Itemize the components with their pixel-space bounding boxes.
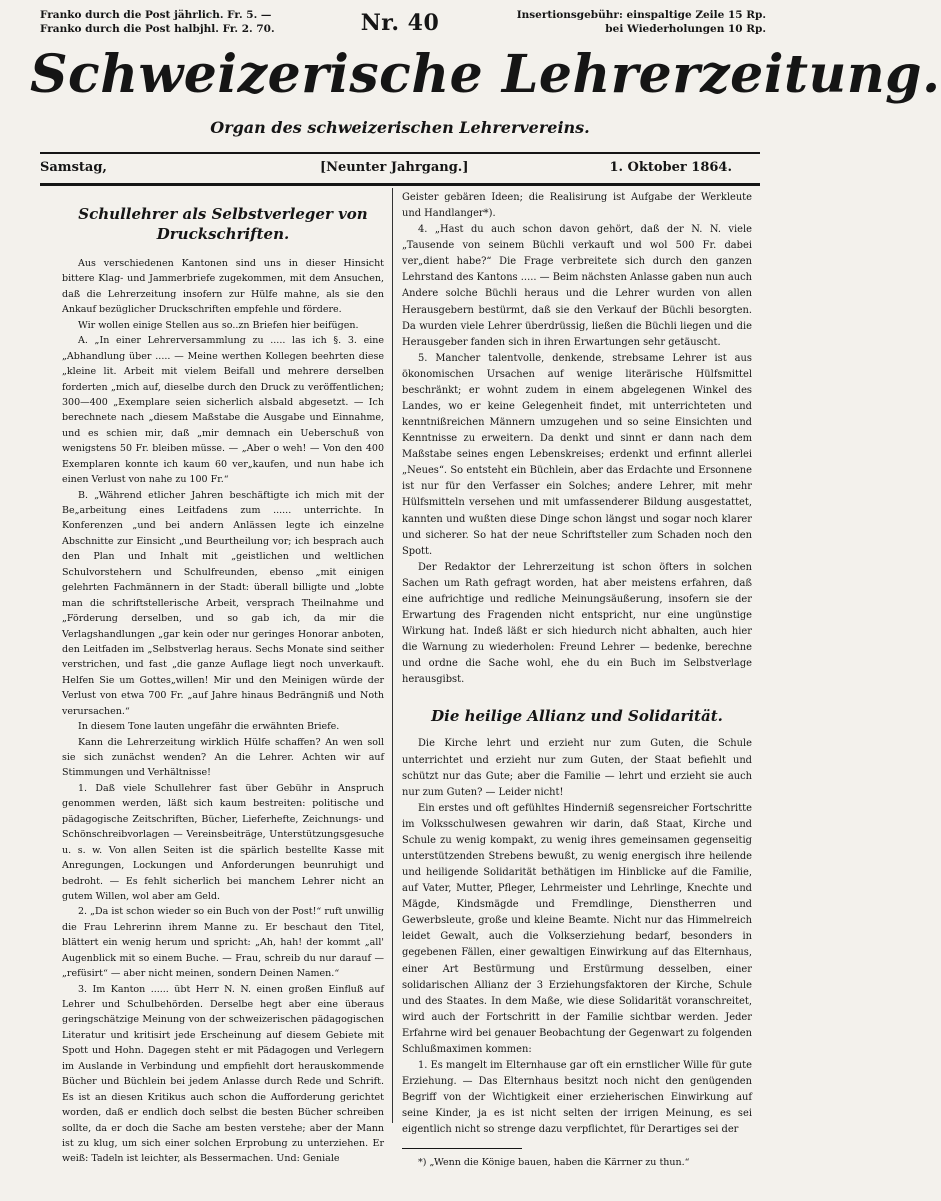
paragraph: 5. Mancher talentvolle, denkende, strebsame Lehrer ist aus ökonomischen Ursachen auf wenige literärische Hülfsmittel beschränkt; er wohnt zudem in einem abgelegenen Winkel des Landes, wo er keine Gelegenheit findet, mit unterrichteten und kenntnißreichen Männern umzugehen und so seine Einsichten und Kenntnisse zu erweitern. Da denkt und sinnt er dann nach dem Maßstabe seines engen Lebenskreises; erdenkt und erfinnt allerlei „Neues“. So entsteht ein Büchlein, aber das Erdachte und Ersonnene ist nur für den Verfasser ein Solches; andere Lehrer, mit mehr Hülfsmitteln versehen und mit umfassenderer Bildung ausgestattet, kannten und wußten diese Dinge schon längst und sogar noch klarer und sicherer. So hat der neue Schriftsteller zum Schaden noch den Spott. bbox=[402, 352, 752, 557]
paragraph: 4. „Hast du auch schon davon gehört, daß der N. N. viele „Tausende von seinem Büchli verkauft und wol 500 Fr. dabei ver„dient habe?“ Die Frage verbreitete sich durch den ganzen Lehrstand des Kantons ..... — Beim nächsten Anlasse gaben nun auch Andere solche Büchli heraus und die Lehrer wurden von allen Herausgebern bestürmt, daß sie den Verkauf der Büchli besorgten. Da wurden viele Lehrer überdrüssig, ließen die Büchli liegen und die Herausgeber fanden sich in ihren Erwartungen sehr getäuscht. bbox=[402, 224, 752, 348]
ad-info bbox=[517, 8, 766, 36]
column-left bbox=[62, 196, 384, 1167]
paragraph: Ein erstes und oft gefühltes Hinderniß segensreicher Fortschritte im Volksschulwesen gewahren wir darin, daß Staat, Kirche und Schule zu wenig kompakt, zu wenig ihres gemeinsamen gegenseitig unterstützenden Strebens bewußt, zu wenig energisch ihre heilende und heiligende Solidarität bethätigen im Hinblicke auf die Familie, auf Vater, Mutter, Pfleger, Lehrmeister und Lehrlinge, Knechte und Mägde, Kindsmägde und Fremdlinge, Dienstherren und Gewerbsleute, große und kleine Beamte. Nicht nur das Himmelreich leidet Gewalt, auch die Volkserziehung bedarf, besonders in gegebenen Fällen, einer gewaltigen Einwirkung auf das Elternhaus, einer Art Bestürmung und Erstürmung desselben, einer solidarischen Allianz der 3 Erziehungsfaktoren der Kirche, Schule und des Staates. In dem Maße, wie diese Solidarität voranschreitet, wird auch der Fortschritt in der Familie sichtbar werden. Jeder Erfahrne wird bei genauer Beobachtung der Gegenwart zu folgenden Schlußmaximen kommen: bbox=[402, 802, 752, 1055]
paragraph: 3. Im Kanton ...... übt Herr N. N. einen großen Einfluß auf Lehrer und Schulbehörden. Derselbe hegt aber eine überaus geringschätzige Meinung von der schweizerischen pädagogischen Literatur und kritisirt jede Erscheinung auf diesem Gebiete mit Spott und Hohn. Dagegen steht er mit Pädagogen und Verlegern im Auslande in Verbindung und empfiehlt dort herauskommende Bücher und Büchlein bei jedem Anlasse durch Rede und Schrift. Es ist an diesen Kritikus auch schon die Aufforderung gerichtet worden, daß er endlich doch selbst die besten Bücher schreiben sollte, da er doch die Sache am besten verstehe; aber der Mann ist zu klug, um sich einer solchen Erprobung zu unterziehen. Er weiß: Tadeln ist leichter, als Bessermachen. Und: Geniale bbox=[62, 983, 384, 1165]
masthead-title: Schweizerische Lehrerzeitung. bbox=[30, 44, 941, 105]
paragraph: 1. Es mangelt im Elternhause gar oft ein ernstlicher Wille für gute Erziehung. — Das Elternhaus besitzt noch nicht den genügenden Begriff von der Wichtigkeit einer erzieherischen Einwirkung auf seine Kinder, ja es ist nicht selten der irrigen Meinung, es sei eigentlich nicht so strenge dazu verpflichtet, für Derartiges sei der bbox=[402, 1059, 752, 1136]
paragraph: 1. Daß viele Schullehrer fast über Gebühr in Anspruch genommen werden, läßt sich kaum bestreiten: politische und pädagogische Zeitschriften, Bücher, Lieferhefte, Zeichnungs- und Schönschreibvorlagen — Vereinsbeiträge, Unterstützungsgesuche u. s. w. Von allen Seiten ist die spärlich bestellte Kasse mit Anregungen, Lockungen und Anforderungen beunruhigt und bedroht. — Es fehlt sicherlich bei manchem Lehrer nicht an gutem Willen, wol aber am Geld. bbox=[62, 782, 384, 902]
price-info bbox=[40, 8, 275, 36]
footnote: *) „Wenn die Könige bauen, haben die Kärrner zu thun.“ bbox=[418, 1157, 690, 1169]
volume-label: [Neunter Jahrgang.] bbox=[320, 160, 469, 175]
paragraph: A. „In einer Lehrerversammlung zu ..... las ich §. 3. eine „Abhandlung über ..... — Meine werthen Kollegen beehrten diese „kleine lit. Arbeit mit vielem Beifall und mehrere derselben forderten „mich auf, dieselbe durch den Druck zu veröffentlichen; 300—400 „Exemplare seien sicherlich alsbald abgesetzt. — Ich berechnete nach „diesem Maßstabe die Ausgabe und Einnahme, und es schien mir, daß „mir demnach ein Ueberschuß von wenigstens 50 Fr. bleiben müsse. — „Aber o weh! — Von den 400 Exemplaren konnte ich kaum 60 ver„kaufen, und nun habe ich einen Verlust von nahe zu 100 Fr.“ bbox=[62, 335, 384, 486]
ad-repeat-line: bei Wiederholungen 10 Rp. bbox=[605, 23, 766, 35]
paragraph: In diesem Tone lauten ungefähr die erwähnten Briefe. bbox=[78, 721, 340, 733]
masthead-subtitle: Organ des schweizerischen Lehrervereins. bbox=[210, 118, 590, 137]
top-rule bbox=[40, 152, 760, 154]
price-line-halfyear: Franko durch die Post halbjhl. Fr. 2. 70. bbox=[40, 23, 275, 35]
paragraph: Der Redaktor der Lehrerzeitung ist schon öfters in solchen Sachen um Rath gefragt worden, hat aber meistens erfahren, daß eine aufrichtige und redliche Meinungsäußerung, insofern sie der Erwartung des Fragenden nicht entspricht, nur eine ungünstige Wirkung hat. Indeß läßt er sich hiedurch nicht abhalten, auch hier die Warnung zu wiederholen: Freund Lehrer — bedenke, berechne und ordne die Sache wohl, ehe du ein Buch im Selbstverlage herausgibst. bbox=[402, 561, 752, 686]
column-divider bbox=[392, 188, 393, 1123]
footnote-rule bbox=[402, 1148, 522, 1149]
ad-fee-line: Insertionsgebühr: einspaltige Zeile 15 Rp. bbox=[516, 9, 766, 21]
paragraph: Wir wollen einige Stellen aus so..zn Briefen hier beifügen. bbox=[78, 319, 359, 331]
paragraph: Kann die Lehrerzeitung wirklich Hülfe schaffen? An wen soll sie sich zunächst wenden? An die Lehrer. Achten wir auf Stimmungen und Verhältnisse! bbox=[62, 736, 384, 779]
column-right bbox=[402, 190, 752, 1171]
issue-number: Nr. 40 bbox=[360, 10, 440, 36]
article-heading-selbstverleger: Schullehrer als Selbstverleger von Druckschriften. bbox=[78, 205, 368, 243]
paragraph: Aus verschiedenen Kantonen sind uns in dieser Hinsicht bittere Klag- und Jammerbriefe zugekommen, mit dem Ansuchen, daß die Lehrerzeitung insofern zur Hülfe mahne, als sie den Ankauf bezüglicher Druckschriften empfehle und fördere. bbox=[62, 258, 384, 316]
article-heading-allianz: Die heilige Allianz und Solidarität. bbox=[431, 707, 723, 726]
bottom-rule bbox=[40, 183, 760, 186]
paragraph: B. „Während etlicher Jahren beschäftigte ich mich mit der Be„arbeitung eines Leitfadens zum ...... unterrichte. In Konferenzen „und bei andern Anlässen legte ich einzelne Abschnitte zur Einsicht „und Beurtheilung vor; ich besprach auch den Plan und Inhalt mit „geistlichen und weltlichen Schulvorstehern und Schulfreunden, ebenso „mit einigen gelehrten Fachmännern in der Stadt: überall billigte und „lobte man die schriftstellerische Arbeit, versprach Theilnahme und „Förderung derselben, und so gab ich, da mir die Verlagshandlungen „gar kein oder nur geringes Honorar anboten, den Leitfaden im „Selbstverlag heraus. Sechs Monate sind seither verstrichen, und fast „die ganze Auflage liegt noch unverkauft. Helfen Sie um Gottes„willen! Mir und den Meinigen würde der Verlust von etwa 700 Fr. „auf Jahre hinaus Bedrängniß und Noth verursachen.“ bbox=[62, 489, 384, 717]
issue-date: 1. Oktober 1864. bbox=[609, 160, 732, 175]
weekday: Samstag, bbox=[40, 160, 107, 175]
paragraph: 2. „Da ist schon wieder so ein Buch von der Post!“ ruft unwillig die Frau Lehrerinn ihrem Manne zu. Er beschaut den Titel, blättert ein wenig herum und spricht: „Ah, hah! der kommt „all' Augenblick mit so einem Buche. — Frau, schreib du nur darauf — „refüsirt“ — aber nicht meinen, sondern Deinen Namen.“ bbox=[62, 906, 384, 980]
paragraph: Geister gebären Ideen; die Realisirung ist Aufgabe der Werkleute und Handlanger*). bbox=[402, 192, 752, 220]
price-line-yearly: Franko durch die Post jährlich. Fr. 5. — bbox=[40, 9, 272, 21]
paragraph: Die Kirche lehrt und erzieht nur zum Guten, die Schule unterrichtet und erzieht nur zum Guten, der Staat befiehlt und schützt nur das Gute; aber die Familie — lehrt und erzieht sie auch nur zum Guten? — Leider nicht! bbox=[402, 738, 752, 798]
